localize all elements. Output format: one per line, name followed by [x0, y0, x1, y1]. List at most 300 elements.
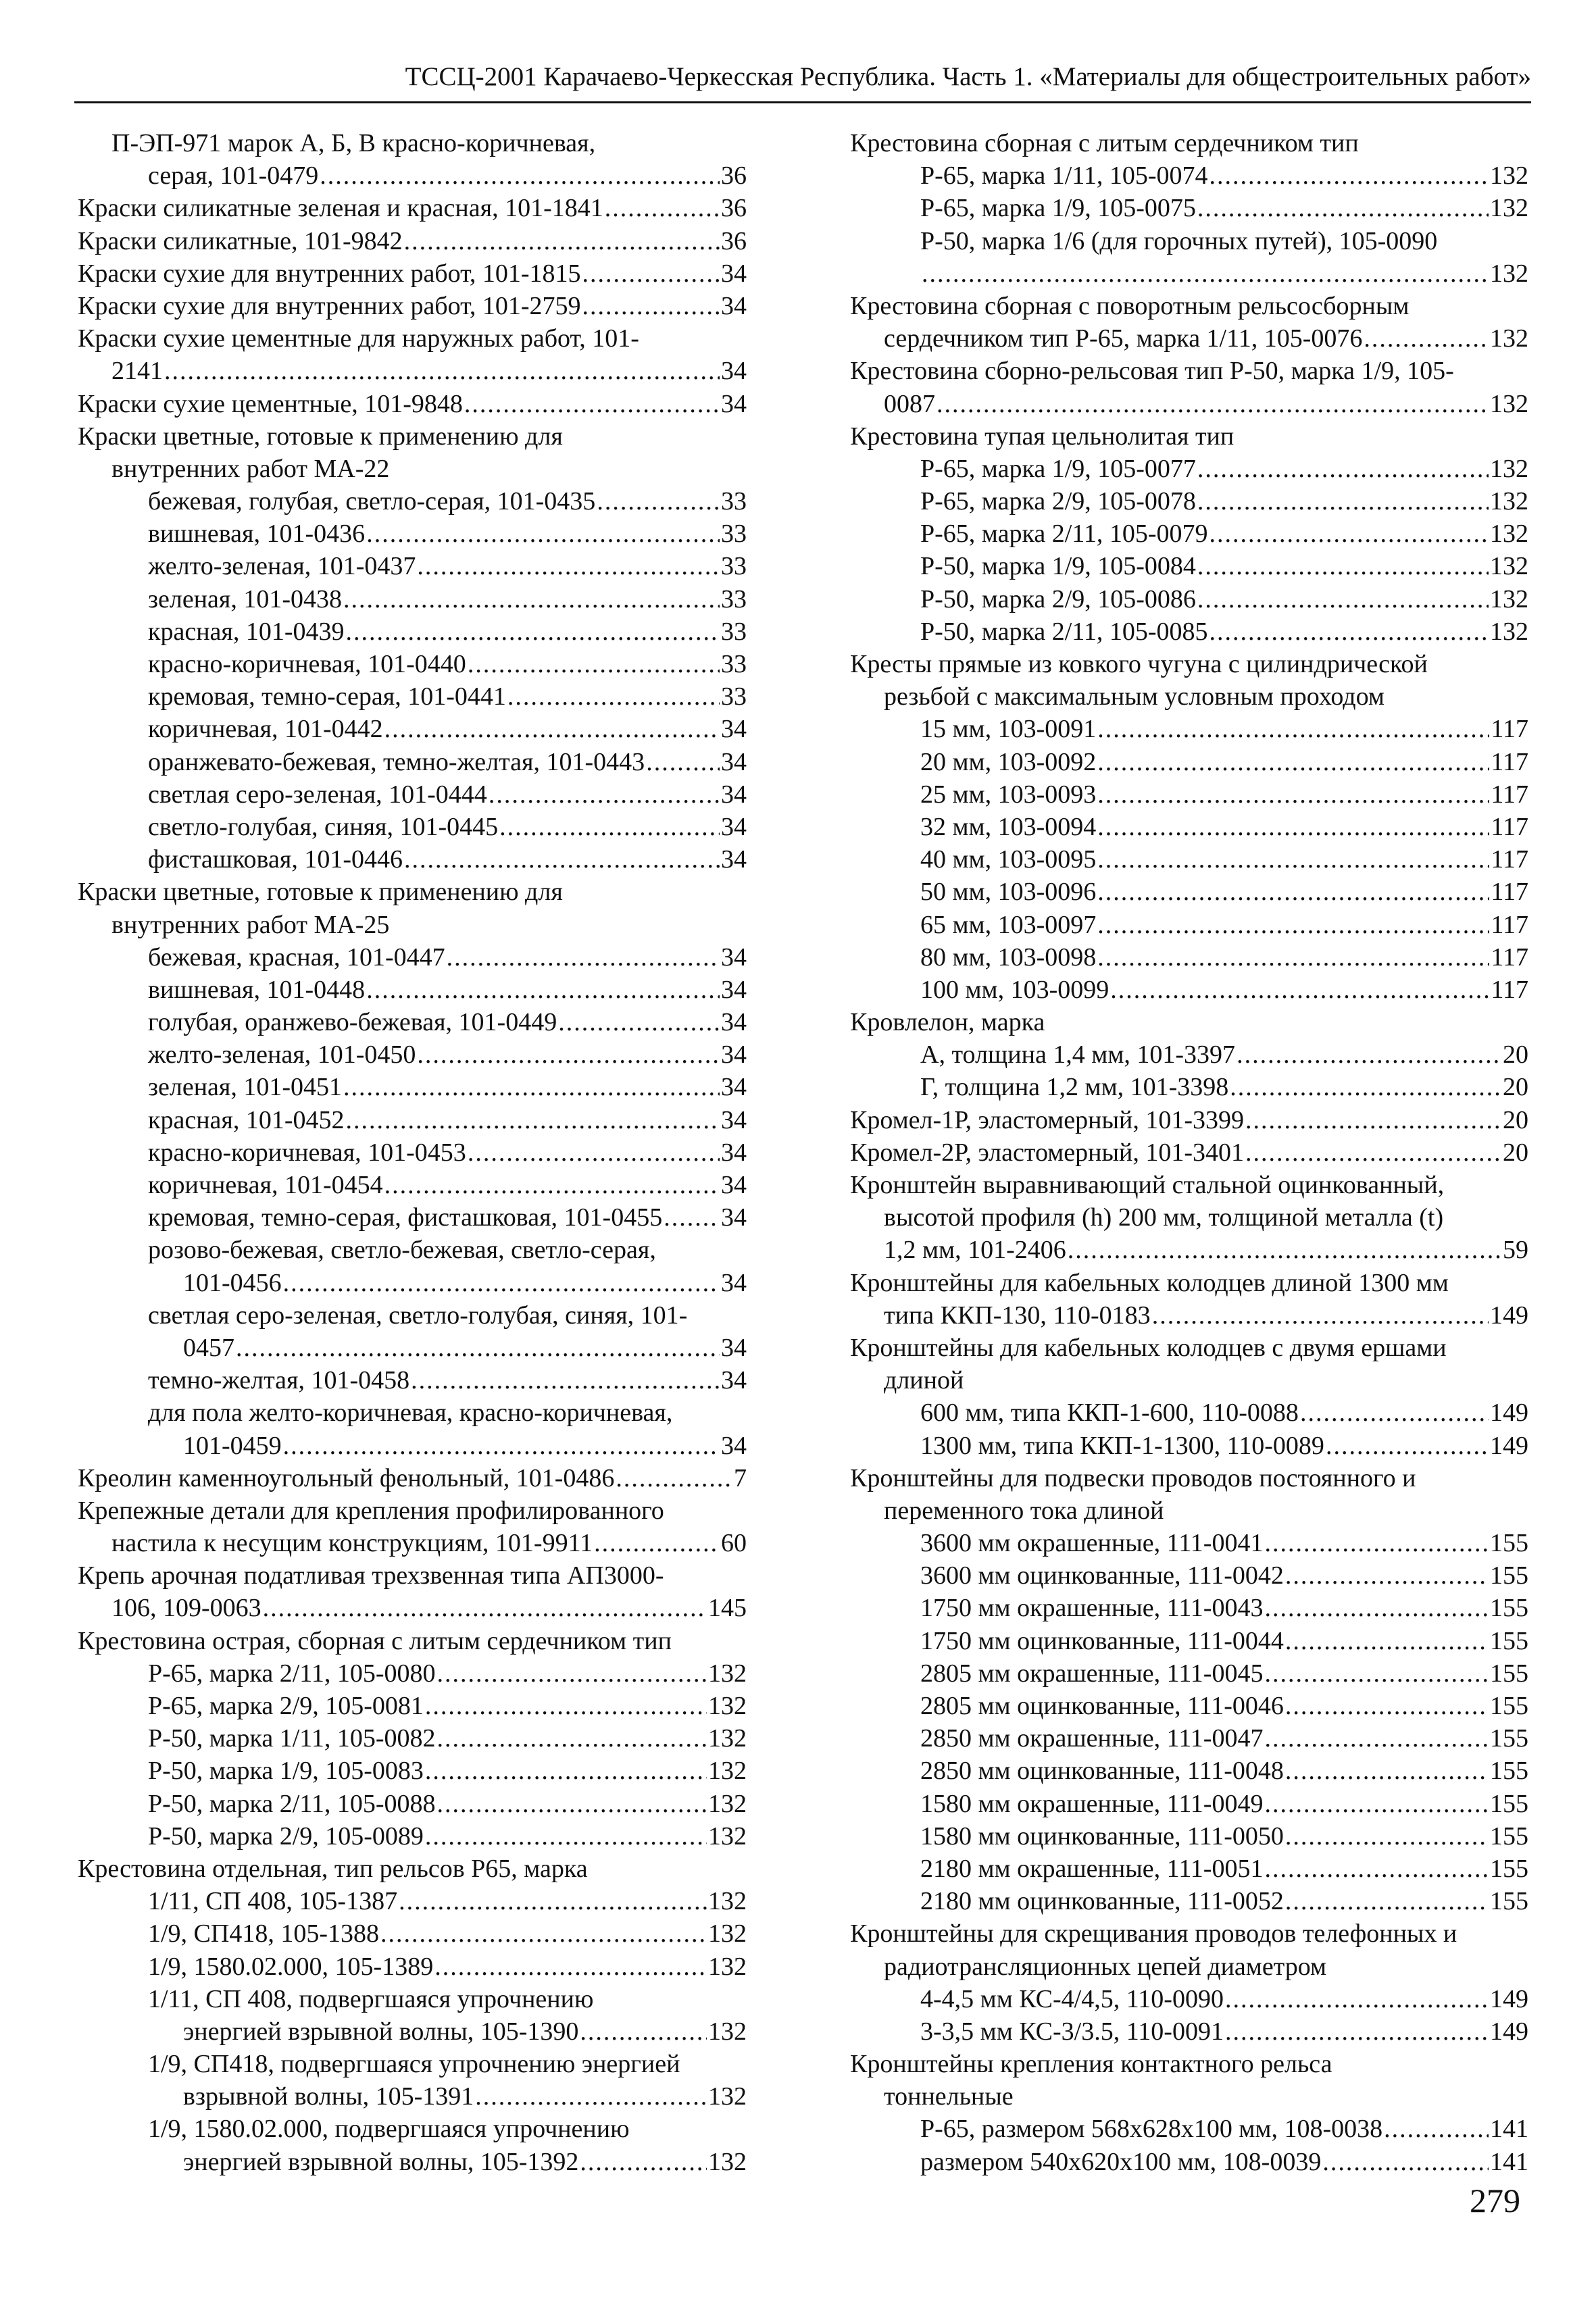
index-entry	[78, 778, 747, 811]
index-entry-text: красная, 101-0452	[148, 1105, 345, 1134]
index-entry-page: 33	[721, 650, 747, 678]
index-entry-text: Р-65, размером 568х628х100 мм, 108-0038	[920, 2115, 1383, 2144]
index-entry-text: энергией взрывной волны, 105-1390	[183, 2017, 579, 2046]
dot-leader	[1237, 1038, 1501, 1071]
index-entry-text: энергией взрывной волны, 105-1392	[183, 2147, 579, 2176]
index-entry	[78, 1104, 747, 1136]
index-entry-page: 34	[721, 1073, 747, 1102]
index-entry	[78, 2146, 747, 2178]
index-entry	[78, 1690, 747, 1722]
index-entry-page: 155	[1490, 1887, 1528, 1916]
dot-leader	[507, 680, 720, 713]
index-entry-page: 59	[1503, 1236, 1528, 1265]
index-entry-page: 132	[708, 1919, 747, 1948]
index-entry-page: 34	[721, 1333, 747, 1362]
dot-leader	[447, 941, 720, 974]
index-entry-text: Крестовина сборная с поворотным рельсосборным	[850, 291, 1410, 320]
dot-leader	[1197, 583, 1489, 615]
dot-leader	[1264, 1527, 1489, 1559]
index-entry-text: вишневая, 101-0436	[148, 520, 366, 549]
index-entry	[850, 909, 1528, 941]
dot-leader	[320, 159, 720, 192]
index-entry	[78, 1755, 747, 1787]
index-entry-page: 34	[721, 780, 747, 809]
dot-leader	[1225, 2015, 1489, 2048]
index-entry-text: 1580 мм окрашенные, 111-0049	[920, 1789, 1264, 1818]
index-entry-page: 132	[1490, 259, 1528, 288]
index-entry	[78, 1527, 747, 1559]
index-entry-text: 1580 мм оцинкованные, 111-0050	[920, 1821, 1284, 1851]
index-entry	[850, 778, 1528, 811]
index-entry	[78, 1559, 747, 1592]
index-entry	[78, 1267, 747, 1299]
index-entry-page: 155	[1490, 1659, 1528, 1688]
index-entry	[78, 159, 747, 192]
index-entry-page: 117	[1491, 812, 1528, 841]
index-entry	[850, 843, 1528, 876]
index-entry-text: 65 мм, 103-0097	[920, 910, 1097, 939]
index-entry-text: темно-желтая, 101-0458	[148, 1366, 410, 1395]
index-entry-page: 132	[1490, 161, 1528, 191]
index-entry-text: 2850 мм окрашенные, 111-0047	[920, 1724, 1264, 1753]
dot-leader	[1322, 2146, 1489, 2178]
dot-leader	[164, 355, 720, 387]
index-entry-page: 34	[721, 1203, 747, 1232]
index-entry	[78, 876, 747, 908]
index-entry-text: 3600 мм окрашенные, 111-0041	[920, 1529, 1264, 1558]
index-entry	[78, 388, 747, 420]
index-entry-page: 132	[708, 1887, 747, 1916]
index-entry-text: Кронштейн выравнивающий стальной оцинкованный,	[850, 1171, 1445, 1199]
index-entry	[78, 1625, 747, 1657]
dot-leader	[404, 225, 720, 257]
index-entry-text: Крепь арочная податливая трехзвенная типа АП3000-	[78, 1561, 664, 1590]
dot-leader	[1210, 615, 1489, 648]
index-entry	[78, 843, 747, 876]
dot-leader	[616, 1462, 732, 1494]
index-entry-page: 34	[721, 1040, 747, 1070]
dot-leader	[646, 746, 720, 778]
index-entry	[850, 159, 1528, 192]
index-entry-text: розово-бежевая, светло-бежевая, светло-серая,	[148, 1236, 656, 1265]
index-entry-text: Р-65, марка 1/9, 105-0077	[920, 454, 1196, 483]
index-entry	[850, 192, 1528, 224]
dot-leader	[1285, 1559, 1489, 1592]
index-entry-page: 34	[721, 975, 747, 1004]
index-entry-page: 155	[1490, 1626, 1528, 1655]
index-entry-page: 34	[721, 715, 747, 744]
dot-leader	[384, 713, 720, 745]
dot-leader	[1097, 941, 1489, 974]
index-entry	[78, 1983, 747, 2015]
index-entry	[850, 1527, 1528, 1559]
index-entry	[850, 420, 1528, 453]
index-entry-page: 33	[721, 617, 747, 646]
index-entry	[78, 974, 747, 1006]
header-title: ТССЦ-2001 Карачаево-Черкесская Республика. Часть 1. «Материалы для общестроительных работ»	[405, 62, 1531, 91]
index-entry	[850, 453, 1528, 485]
index-entry-text: Кромел-1Р, эластомерный, 101-3399	[850, 1105, 1245, 1134]
index-entry-text: настила к несущим конструкциям, 101-9911	[111, 1529, 593, 1558]
index-entry	[850, 1071, 1528, 1103]
dot-leader	[922, 257, 1489, 290]
index-entry-page: 34	[721, 357, 747, 386]
index-entry-text: красная, 101-0439	[148, 617, 345, 646]
dot-leader	[425, 1820, 707, 1853]
index-entry-text: 101-0456	[183, 1268, 282, 1297]
dot-leader	[1264, 1722, 1489, 1755]
index-entry	[850, 615, 1528, 648]
dot-leader	[468, 1136, 720, 1169]
dot-leader	[437, 1657, 707, 1690]
index-entry-text: 600 мм, типа ККП-1-600, 110-0088	[920, 1399, 1299, 1428]
dot-leader	[580, 2015, 707, 2048]
index-entry-page: 34	[721, 1431, 747, 1460]
dot-leader	[1245, 1104, 1501, 1136]
index-entry-text: Р-65, марка 1/11, 105-0074	[920, 161, 1208, 191]
index-entry	[850, 1820, 1528, 1853]
index-entry	[78, 453, 747, 485]
index-entry	[78, 2113, 747, 2145]
index-entry-text: Краски цветные, готовые к применению для	[78, 878, 563, 907]
dot-leader	[1264, 1657, 1489, 1690]
index-entry-text: зеленая, 101-0438	[148, 584, 343, 613]
index-entry-text: Краски силикатные, 101-9842	[78, 226, 403, 255]
index-entry-text: 32 мм, 103-0094	[920, 812, 1097, 841]
index-entry	[78, 1169, 747, 1201]
index-entry-page: 34	[721, 942, 747, 972]
index-entry-page: 141	[1490, 2115, 1528, 2144]
index-entry-page: 132	[708, 1821, 747, 1851]
dot-leader	[1197, 485, 1489, 518]
dot-leader	[366, 518, 720, 550]
index-entry-text: 2180 мм оцинкованные, 111-0052	[920, 1887, 1284, 1916]
index-entry	[850, 876, 1528, 908]
dot-leader	[1110, 974, 1489, 1006]
dot-leader	[464, 388, 720, 420]
dot-leader	[366, 974, 720, 1006]
index-entry-text: 1300 мм, типа ККП-1-1300, 110-0089	[920, 1431, 1324, 1460]
index-entry-text: 2805 мм оцинкованные, 111-0046	[920, 1692, 1284, 1720]
index-entry-page: 33	[721, 682, 747, 711]
index-entry	[78, 1788, 747, 1820]
index-entry-page: 132	[708, 1789, 747, 1818]
index-entry	[850, 648, 1528, 680]
dot-leader	[1364, 322, 1489, 355]
index-entry-page: 149	[1490, 1301, 1528, 1330]
index-entry	[78, 1038, 747, 1071]
index-column-right	[850, 127, 1528, 2178]
dot-leader	[283, 1267, 720, 1299]
index-entry-page: 34	[721, 747, 747, 776]
index-entry-text: А, толщина 1,4 мм, 101-3397	[920, 1040, 1236, 1070]
index-entry	[850, 1234, 1528, 1266]
page-number: 279	[1470, 2182, 1520, 2219]
dot-leader	[404, 843, 720, 876]
index-entry	[78, 1299, 747, 1332]
index-entry-text: 106, 109-0063	[111, 1594, 261, 1623]
index-entry-page: 117	[1491, 780, 1528, 809]
index-entry	[78, 1201, 747, 1234]
index-entry	[850, 1625, 1528, 1657]
index-entry	[78, 355, 747, 387]
dot-leader	[434, 1951, 707, 1983]
index-entry	[850, 1559, 1528, 1592]
index-entry-page: 117	[1491, 910, 1528, 939]
index-entry-text: 80 мм, 103-0098	[920, 942, 1097, 972]
index-entry-text: 2805 мм окрашенные, 111-0045	[920, 1659, 1264, 1688]
index-entry	[78, 2048, 747, 2080]
dot-leader	[1264, 1853, 1489, 1885]
dot-leader	[263, 1592, 707, 1624]
index-entry	[850, 1104, 1528, 1136]
index-entry-page: 34	[721, 291, 747, 320]
index-entry-page: 132	[708, 1692, 747, 1720]
index-entry	[78, 1657, 747, 1690]
index-entry	[78, 746, 747, 778]
index-entry	[78, 1592, 747, 1624]
index-entry-page: 33	[721, 584, 747, 613]
index-entry	[850, 2146, 1528, 2178]
index-entry-page: 132	[1490, 584, 1528, 613]
index-entry-page: 132	[1490, 520, 1528, 549]
index-entry-text: 1/9, СП418, 105-1388	[148, 1919, 379, 1948]
dot-leader	[1300, 1397, 1489, 1429]
index-entry	[78, 1332, 747, 1364]
index-entry-text: вишневая, 101-0448	[148, 975, 366, 1004]
index-entry	[78, 2015, 747, 2048]
index-entry-text: высотой профиля (h) 200 мм, толщиной металла (t)	[884, 1203, 1444, 1232]
index-entry	[78, 648, 747, 680]
index-entry-text: 1/11, СП 408, 105-1387	[148, 1887, 398, 1916]
dot-leader	[1097, 811, 1489, 843]
index-entry	[850, 583, 1528, 615]
index-entry	[850, 1853, 1528, 1885]
dot-leader	[425, 1690, 707, 1722]
index-entry-text: 50 мм, 103-0096	[920, 878, 1097, 907]
index-entry	[850, 290, 1528, 322]
index-entry-text: 3600 мм оцинкованные, 111-0042	[920, 1561, 1284, 1590]
index-entry	[78, 1462, 747, 1494]
index-entry-text: 1,2 мм, 101-2406	[884, 1236, 1066, 1265]
index-entry	[850, 1983, 1528, 2015]
index-entry-text: 1750 мм оцинкованные, 111-0044	[920, 1626, 1284, 1655]
index-entry-text: 100 мм, 103-0099	[920, 975, 1109, 1004]
index-entry-page: 132	[708, 1659, 747, 1688]
index-entry-text: Краски сухие цементные, 101-9848	[78, 389, 463, 418]
index-entry-page: 34	[721, 845, 747, 874]
index-entry	[78, 225, 747, 257]
index-entry-page: 132	[708, 1952, 747, 1981]
index-entry	[850, 746, 1528, 778]
index-entry	[850, 1169, 1528, 1201]
index-entry-text: радиотрансляционных цепей диаметром	[884, 1952, 1327, 1981]
dot-leader	[384, 1169, 720, 1201]
index-entry-page: 36	[721, 194, 747, 223]
index-entry	[78, 583, 747, 615]
dot-leader	[1197, 550, 1489, 582]
index-entry-page: 34	[721, 812, 747, 841]
index-entry	[850, 257, 1528, 290]
index-entry	[78, 1234, 747, 1266]
index-entry-page: 34	[721, 1366, 747, 1395]
index-entry	[850, 2080, 1528, 2113]
index-entry-page: 34	[721, 389, 747, 418]
index-entry-page: 132	[708, 2017, 747, 2046]
dot-leader	[1197, 453, 1489, 485]
index-entry	[850, 941, 1528, 974]
index-entry-text: Краски сухие цементные для наружных работ, 101-	[78, 324, 639, 353]
index-entry	[78, 1951, 747, 1983]
index-entry-text: для пола желто-коричневая, красно-коричневая,	[148, 1399, 673, 1428]
index-entry	[78, 1397, 747, 1429]
index-entry-page: 117	[1491, 747, 1528, 776]
index-entry-text: Г, толщина 1,2 мм, 101-3398	[920, 1073, 1229, 1102]
dot-leader	[582, 257, 720, 290]
index-entry	[78, 1006, 747, 1038]
index-entry	[850, 1267, 1528, 1299]
index-entry-page: 36	[721, 161, 747, 191]
index-entry	[78, 1494, 747, 1527]
index-entry-page: 36	[721, 226, 747, 255]
dot-leader	[1326, 1430, 1489, 1462]
index-entry-text: красно-коричневая, 101-0440	[148, 650, 466, 678]
running-header	[74, 58, 1531, 103]
dot-leader	[399, 1885, 707, 1917]
index-entry-page: 155	[1490, 1854, 1528, 1883]
index-entry-page: 155	[1490, 1757, 1528, 1786]
index-entry-text: Кровлелон, марка	[850, 1008, 1045, 1037]
dot-leader	[1230, 1071, 1501, 1103]
index-entry-page: 155	[1490, 1789, 1528, 1818]
index-entry-page: 132	[708, 1724, 747, 1753]
dot-leader	[1097, 778, 1489, 811]
index-entry-page: 34	[721, 1138, 747, 1167]
dot-leader	[1210, 518, 1489, 550]
index-entry	[78, 615, 747, 648]
dot-leader	[937, 388, 1489, 420]
dot-leader	[425, 1755, 707, 1787]
index-entry	[850, 1788, 1528, 1820]
index-entry-text: внутренних работ МА-25	[111, 910, 390, 939]
index-entry	[850, 811, 1528, 843]
index-entry-text: 2180 мм окрашенные, 111-0051	[920, 1854, 1264, 1883]
index-entry	[850, 1201, 1528, 1234]
dot-leader	[1068, 1234, 1501, 1266]
dot-leader	[582, 290, 720, 322]
index-entry	[850, 1006, 1528, 1038]
index-entry-text: 101-0459	[183, 1431, 282, 1460]
index-entry	[78, 485, 747, 518]
index-entry-text: Р-65, марка 2/11, 105-0080	[148, 1659, 436, 1688]
dot-leader	[1097, 876, 1489, 908]
index-entry-text: Р-65, марка 1/9, 105-0075	[920, 194, 1196, 223]
index-entry-page: 117	[1491, 878, 1528, 907]
index-entry	[78, 2080, 747, 2113]
index-entry-page: 132	[708, 1757, 747, 1786]
index-entry	[850, 1885, 1528, 1917]
index-entry-text: светло-голубая, синяя, 101-0445	[148, 812, 499, 841]
dot-leader	[664, 1201, 720, 1234]
index-entry-text: 2850 мм оцинкованные, 111-0048	[920, 1757, 1284, 1786]
dot-leader	[417, 1038, 720, 1071]
index-entry-text: 4-4,5 мм КС-4/4,5, 110-0090	[920, 1984, 1224, 2013]
index-entry	[850, 1951, 1528, 1983]
index-entry	[850, 1755, 1528, 1787]
index-entry-page: 155	[1490, 1692, 1528, 1720]
index-entry	[78, 1430, 747, 1462]
index-entry	[850, 1494, 1528, 1527]
index-entry-text: 40 мм, 103-0095	[920, 845, 1097, 874]
dot-leader	[1152, 1299, 1489, 1332]
index-entry	[78, 1917, 747, 1950]
index-entry-text: Крестовина сборная с литым сердечником тип	[850, 129, 1359, 157]
dot-leader	[1097, 909, 1489, 941]
dot-leader	[437, 1788, 707, 1820]
index-entry	[850, 550, 1528, 582]
index-entry-text: резьбой с максимальным условным проходом	[884, 682, 1385, 711]
index-entry-page: 20	[1503, 1073, 1528, 1102]
index-entry	[850, 1690, 1528, 1722]
index-entry-page: 20	[1503, 1105, 1528, 1134]
index-entry-text: кремовая, темно-серая, фисташковая, 101-0455	[148, 1203, 663, 1232]
index-entry-text: светлая серо-зеленая, 101-0444	[148, 780, 487, 809]
index-entry-text: коричневая, 101-0454	[148, 1171, 383, 1199]
index-entry-page: 20	[1503, 1040, 1528, 1070]
dot-leader	[437, 1722, 707, 1755]
index-entry-text: бежевая, голубая, светло-серая, 101-0435	[148, 487, 596, 516]
index-entry	[850, 1722, 1528, 1755]
index-entry-text: оранжевато-бежевая, темно-желтая, 101-0443	[148, 747, 645, 776]
index-entry-page: 149	[1490, 1984, 1528, 2013]
dot-leader	[343, 583, 720, 615]
index-entry-page: 33	[721, 520, 747, 549]
index-entry-text: кремовая, темно-серая, 101-0441	[148, 682, 506, 711]
index-entry-text: фисташковая, 101-0446	[148, 845, 403, 874]
index-entry	[850, 1136, 1528, 1169]
index-entry-text: красно-коричневая, 101-0453	[148, 1138, 466, 1167]
index-entry	[78, 1722, 747, 1755]
index-entry-text: Крестовина сборно-рельсовая тип Р-50, марка 1/9, 105-	[850, 357, 1454, 386]
index-entry-page: 132	[1490, 194, 1528, 223]
index-entry	[78, 322, 747, 355]
dot-leader	[594, 1527, 720, 1559]
index-entry	[78, 550, 747, 582]
index-entry-page: 145	[708, 1594, 747, 1623]
index-entry	[850, 518, 1528, 550]
index-entry	[850, 225, 1528, 257]
dot-leader	[1097, 843, 1489, 876]
index-entry-text: тоннельные	[884, 2082, 1014, 2111]
index-entry	[850, 322, 1528, 355]
index-entry-text: коричневая, 101-0442	[148, 715, 383, 744]
index-entry	[78, 811, 747, 843]
index-entry-text: 0457	[183, 1333, 234, 1362]
index-entry-text: Краски сухие для внутренних работ, 101-1815	[78, 259, 581, 288]
dot-leader	[1097, 713, 1489, 745]
index-entry-text: 1/11, СП 408, подвергшаяся упрочнению	[148, 1984, 594, 2013]
index-entry-text: Кронштейны для кабельных колодцев длиной 1300 мм	[850, 1268, 1449, 1297]
dot-leader	[558, 1006, 720, 1038]
dot-leader	[1245, 1136, 1501, 1169]
index-entry	[850, 2015, 1528, 2048]
dot-leader	[1225, 1983, 1489, 2015]
index-entry-text: Крестовина острая, сборная с литым сердечником тип	[78, 1626, 672, 1655]
index-entry-text: Р-50, марка 1/9, 105-0083	[148, 1757, 424, 1786]
index-entry-text: П-ЭП-971 марок А, Б, В красно-коричневая,	[111, 129, 596, 157]
index-entry-page: 155	[1490, 1561, 1528, 1590]
index-entry-text: серая, 101-0479	[148, 161, 319, 191]
